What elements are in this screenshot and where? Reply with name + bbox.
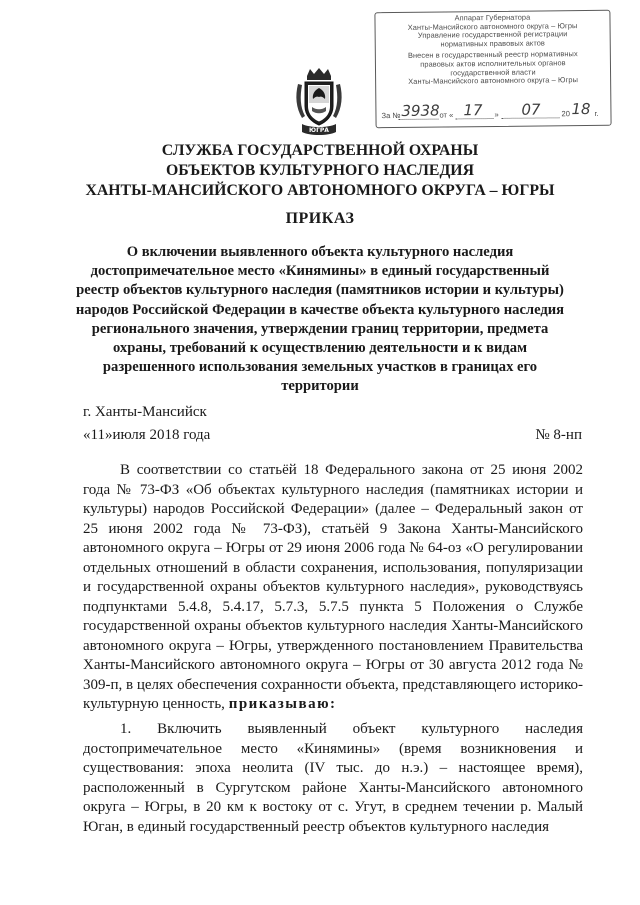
clause-paragraph: 1. Включить выявленный объект культурного наследия достопримечательное место «Кинямины» (время возникновения и существования: эпоха неолита (IV тыс. до н.э.) – настоящее время), расположенный в Сургутском районе Ханты-Мансийского автономного округа – Югры, в 20 км к востоку от с. Угут, в среднем течении р. Малый Юган, в единый государственный реестр объектов культурного наследия: [83, 721, 583, 835]
organization-header: [0, 141, 640, 201]
stamp-registration-line: [381, 101, 605, 121]
org-line: ОБЪЕКТОВ КУЛЬТУРНОГО НАСЛЕДИЯ: [165, 162, 475, 179]
order-word: приказываю:: [228, 696, 337, 712]
emblem-ribbon-text: ЮГРА: [309, 127, 329, 134]
stamp-reg-number: 3938: [401, 101, 440, 120]
stamp-reg-from: от «: [439, 110, 454, 120]
stamp-reg-month: 07: [521, 100, 541, 119]
stamp-reg-close: »: [494, 109, 499, 119]
org-line: СЛУЖБА ГОСУДАРСТВЕННОЙ ОХРАНЫ: [161, 142, 479, 159]
document-date: «11»июля 2018 года: [83, 427, 211, 443]
stamp-line: государственной власти: [450, 67, 536, 78]
stamp-reg-year: 18: [571, 99, 591, 119]
document-title: О включении выявленного объекта культурного наследия достопримечательное место «Кинямины» в единый государственный реестр объектов культурного наследия (памятников истории и культуры) народов Российской Федерации в качестве объекта культурного наследия регионального значения, утверждении границ территории, предмета охраны, требований к осуществлению деятельности и к видам разрешенного использования земельных участков в границах его территории: [75, 244, 565, 395]
coat-of-arms-icon: [294, 66, 344, 138]
org-line: ХАНТЫ-МАНСИЙСКОГО АВТОНОМНОГО ОКРУГА – ЮГРЫ: [85, 182, 555, 199]
stamp-line: Внесен в государственный реестр нормативных: [407, 49, 578, 61]
registration-stamp: [374, 10, 611, 128]
stamp-line: Аппарат Губернатора: [454, 12, 531, 23]
stamp-line: Управление государственной регистрации: [417, 29, 568, 40]
stamp-line: Ханты-Мансийского автономного округа – Югры: [408, 75, 579, 87]
document-place: г. Ханты-Мансийск: [83, 404, 207, 420]
stamp-reg-prefix: За №: [381, 110, 401, 121]
stamp-reg-year-suffix: г.: [594, 108, 599, 118]
stamp-line: нормативных правовых актов: [440, 38, 545, 49]
stamp-reg-day: 17: [463, 101, 483, 120]
document-type: ПРИКАЗ: [285, 210, 355, 227]
stamp-line: Ханты-Мансийского автономного округа – Югры: [407, 20, 578, 32]
stamp-reg-year-prefix: 20: [561, 109, 570, 119]
stamp-line: правовых актов исполнительных органов: [420, 58, 566, 69]
preamble-paragraph: [83, 461, 583, 715]
preamble-text: В соответствии со статьёй 18 Федерального закона от 25 июня 2002 года № 73-ФЗ «Об объектах культурного наследия (памятниках истории и культуры) народов Российской Федерации» (далее – Федеральный закон от 25 июня 2002 года № 73-ФЗ), статьёй 9 Закона Ханты-Мансийского автономного округа – Югры от 29 июня 2006 года № 64-оз «О регулировании отдельных отношений в области сохранения, использования, популяризации и государственной охраны объектов культурного наследия», руководствуясь подпунктами 5.4.8, 5.4.17, 5.7.3, 5.7.5 пункта 5 Положения о Службе государственной охраны объектов культурного наследия Ханты-Мансийского автономного округа – Югры, утвержденного постановлением Правительства Ханты-Мансийского автономного округа – Югры от 30 августа 2012 года № 309-п, в целях обеспечения сохранности объекта, представляющего историко-культурную ценность,: [83, 462, 584, 712]
document-number: № 8-нп: [535, 427, 582, 443]
